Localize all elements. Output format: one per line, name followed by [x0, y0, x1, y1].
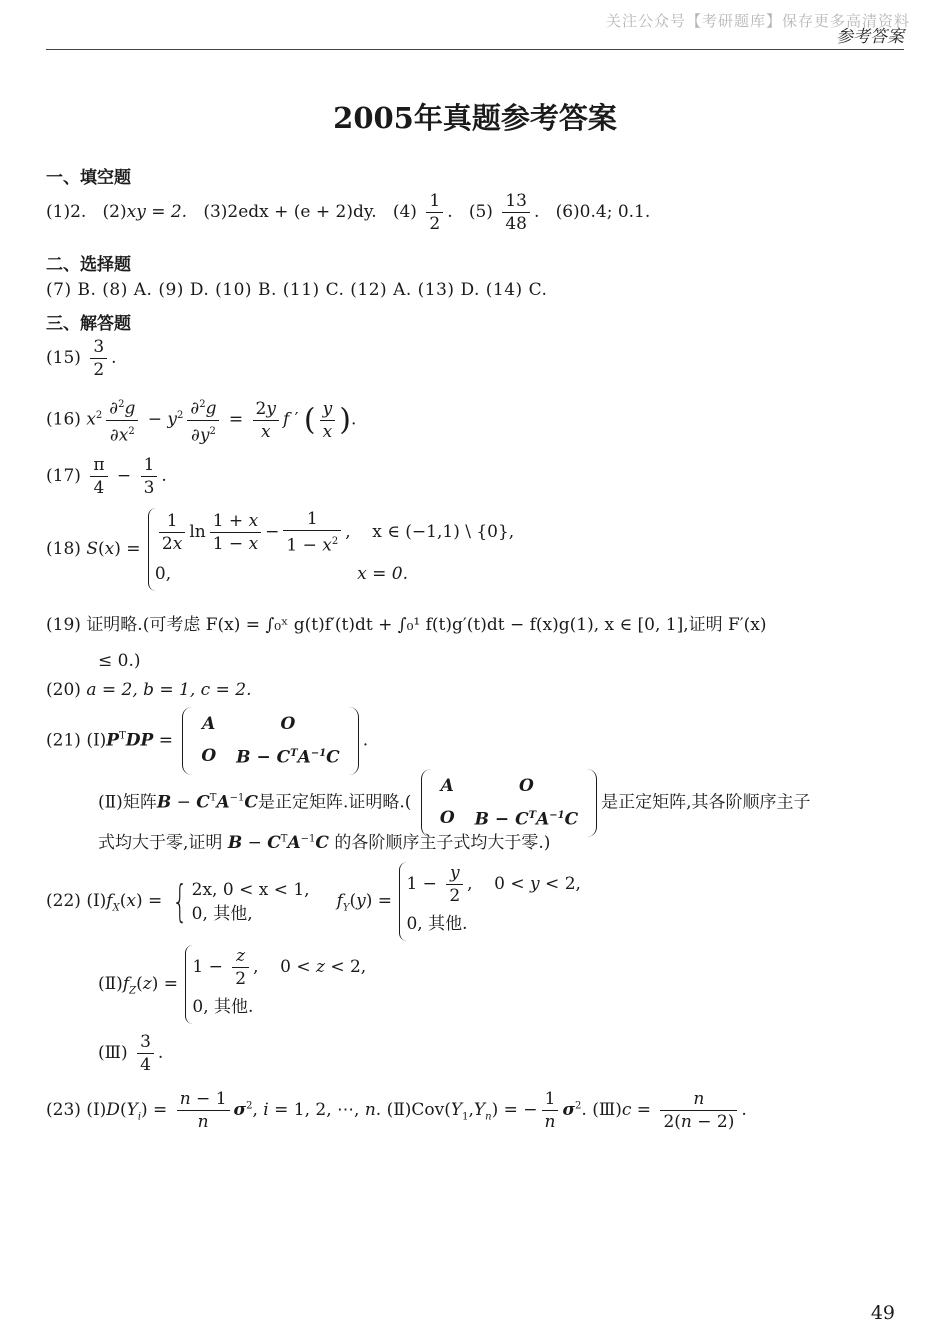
- fill-a4-label: (4): [392, 202, 417, 222]
- fill-answers-line: (1)2. (2)xy = 2. (3)2edx + (e + 2)dy. (4) $\frac{1}{2}$ . (5) $\frac{13}{48}$ . (6)0.4; 0.1.: [46, 191, 651, 234]
- watermark: 关注公众号【考研题库】保存更多高清资料: [605, 12, 910, 30]
- q21-part2: (Ⅱ)矩阵$B - C^TA^{-1}C$是正定矩阵.证明略.( A O O $B - C^TA^{-1}C$ 是正定矩阵,其各阶顺序主子: [98, 769, 811, 837]
- running-title: 参考答案: [836, 27, 904, 47]
- q21-part1: (21) $(Ⅰ)P^TDP$ = A O O $B - C^TA^{-1}C$ .: [46, 707, 368, 775]
- q17: (17) $\frac{\pi}{4}$ − $\frac{1}{3}$ .: [46, 455, 167, 498]
- section-fill-heading: 一、填空题: [46, 168, 131, 188]
- page-number: 49: [870, 1302, 895, 1324]
- fill-a4-fraction: $\frac{1}{2}$: [426, 190, 443, 235]
- fill-a5-fraction: $\frac{13}{48}$: [502, 190, 530, 235]
- q15: (15) $\frac{3}{2}$ .: [46, 337, 117, 380]
- q20: (20) a = 2, b = 1, c = 2.: [46, 680, 252, 700]
- q19-line2: ≤ 0.): [98, 651, 141, 671]
- fill-a6: (6)0.4; 0.1.: [555, 202, 651, 222]
- q18-cases: $\frac{1}{2x}$ ln $\frac{1 + x}{1 - x}$ − $\frac{1}{1 - x^2}$ , x ∈ (−1,1) \ {0}, 0, x = 0.: [148, 508, 514, 591]
- choice-answers-line: (7) B. (8) A. (9) D. (10) B. (11) C. (12) A. (13) D. (14) C.: [46, 280, 548, 300]
- fill-a3: 2edx + (e + 2)dy.: [227, 202, 377, 222]
- page-title: 2005年真题参考答案: [333, 101, 617, 135]
- header-rule: [46, 49, 904, 50]
- fill-a3-label: (3): [203, 202, 228, 222]
- q19-line1: (19) 证明略.(可考虑 F(x) = ∫₀ˣ g(t)f′(t)dt + ∫₀¹ f(t)g′(t)dt − f(x)g(1), x ∈ [0, 1],证明 F′(x): [46, 615, 767, 635]
- q23: (23) $(Ⅰ)D(Y_i)$ = $\frac{n - 1}{n}$ $\sigma^2$, i = 1, 2, ⋯, n. $(Ⅱ)Cov(Y_1,Y_n)$ = − $\frac{1}{n}$ $\sigma^2$. (Ⅲ)c = $\frac{n}{2(n - 2)}$ .: [46, 1089, 747, 1132]
- q18: (18) S(x) = $\frac{1}{2x}$ ln $\frac{1 + x}{1 - x}$ − $\frac{1}{1 - x^2}$ , x ∈ (−1,1) \ {0}, 0, x = 0.: [46, 508, 514, 591]
- q22-part3: (Ⅲ) $\frac{3}{4}$ .: [98, 1032, 164, 1075]
- fill-a2: xy = 2.: [126, 202, 188, 222]
- q16: (16) $x^2$ $\frac{\partial^2g}{\partial x^2}$ − $y^2$ $\frac{\partial^2g}{\partial y^2}$ = $\frac{2y}{x}$ f ′ ( $\frac{y}{x}$ ).: [46, 394, 356, 446]
- q22-part1: (22) $(Ⅰ)f_X(x)$ = { 2x, 0 < x < 1, 0, 其他, $f_Y(y)$ = 1 − $\frac{y}{2}$ , 0 < y < 2, 0, 其他.: [46, 862, 581, 941]
- section-solve-heading: 三、解答题: [46, 314, 131, 334]
- section-choice-heading: 二、选择题: [46, 255, 131, 275]
- q21-part2-cont: 式均大于零,证明 $B - C^TA^{-1}C$ 的各阶顺序主子式均大于零.): [98, 833, 551, 853]
- fill-a5-label: (5): [468, 202, 493, 222]
- fill-a1: (1)2.: [46, 202, 87, 222]
- q15-fraction: $\frac{3}{2}$: [90, 336, 107, 381]
- q22-part2: $(Ⅱ)f_Z(z)$ = 1 − $\frac{z}{2}$ , 0 < z < 2, 0, 其他.: [98, 945, 366, 1024]
- fill-a2-label: (2): [102, 202, 127, 222]
